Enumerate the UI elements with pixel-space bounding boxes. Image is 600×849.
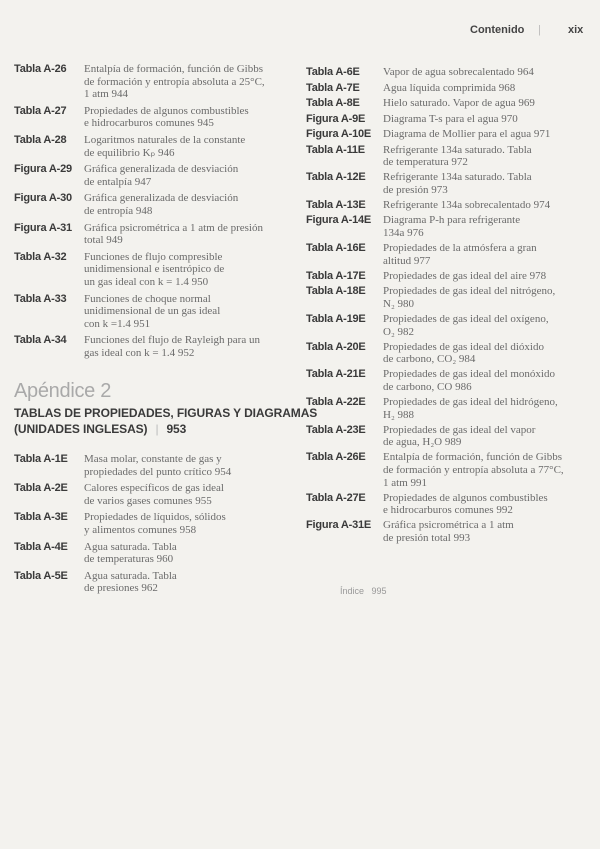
toc-entry[interactable]	[14, 293, 265, 331]
toc-entry-label: Tabla A-6E	[306, 66, 360, 78]
toc-entry-description	[84, 570, 177, 595]
toc-entry-label: Tabla A-1E	[14, 453, 68, 465]
toc-entry-description	[84, 293, 220, 331]
toc-entry-line: de carbono, CO₂ 984	[383, 353, 476, 366]
toc-entry-line: de entalpía 947	[84, 175, 152, 188]
toc-entry-description	[383, 270, 546, 283]
toc-entry-line: O₂ 982	[383, 325, 415, 338]
toc-entry[interactable]	[306, 396, 564, 421]
toc-entry[interactable]	[14, 453, 231, 478]
toc-entry[interactable]	[306, 199, 564, 212]
toc-entry-line: de carbono, CO 986	[383, 380, 472, 393]
toc-entry-label: Tabla A-18E	[306, 285, 366, 298]
toc-entry-line: 134a 976	[383, 226, 424, 239]
running-header-section: Contenido	[470, 24, 525, 36]
toc-entry-description	[84, 163, 238, 188]
toc-entry-line: Gráfica psicrométrica a 1 atm de presión	[84, 221, 263, 234]
toc-entry-line: Vapor de agua sobrecalentado 964	[383, 66, 534, 78]
toc-entry-line: Diagrama P-h para refrigerante	[383, 214, 521, 227]
toc-entry-label: Figura A-31	[14, 221, 72, 234]
toc-entry[interactable]	[306, 66, 564, 79]
toc-entry-line: de equilibrio Kₚ 946	[84, 146, 175, 159]
toc-entry[interactable]	[306, 424, 564, 449]
toc-entry[interactable]	[14, 63, 265, 101]
toc-entry-label: Tabla A-32	[14, 250, 67, 263]
toc-entry-label: Tabla A-17E	[306, 269, 366, 282]
toc-entry[interactable]	[306, 368, 564, 393]
toc-entry-label: Figura A-9E	[306, 112, 366, 125]
toc-entry[interactable]	[14, 570, 231, 595]
toc-entry[interactable]	[14, 192, 265, 217]
toc-entry-label: Tabla A-27	[14, 104, 67, 117]
toc-entry-description	[84, 192, 238, 217]
toc-entry[interactable]	[14, 482, 231, 507]
toc-entry[interactable]	[306, 492, 564, 517]
toc-entry-description	[383, 144, 532, 169]
toc-entry-label: Tabla A-26	[14, 63, 67, 75]
toc-entry-description	[383, 285, 555, 310]
toc-entry[interactable]	[306, 97, 564, 110]
toc-entry[interactable]	[14, 105, 265, 130]
appendix-page: 953	[166, 422, 187, 436]
toc-entry-line: Propiedades de algunos combustibles	[84, 104, 249, 117]
toc-entry[interactable]	[14, 134, 265, 159]
toc-entry-description	[383, 451, 564, 489]
header-separator: |	[538, 24, 541, 36]
toc-entry-label: Tabla A-7E	[306, 81, 360, 94]
toc-entry-line: Agua líquida comprimida 968	[383, 81, 516, 94]
toc-entry[interactable]	[306, 451, 564, 489]
toc-entry-label: Tabla A-20E	[306, 340, 366, 353]
toc-entry-label: Tabla A-11E	[306, 143, 365, 156]
appendix-separator: |	[155, 422, 159, 436]
toc-entry-line: Agua saturada. Tabla	[84, 569, 177, 582]
toc-entry[interactable]	[14, 541, 231, 566]
toc-entry-label: Tabla A-16E	[306, 242, 366, 255]
toc-entry-line: de presiones 962	[84, 582, 158, 595]
toc-entry-description	[84, 482, 224, 507]
toc-entry-line: Gráfica psicrométrica a 1 atm	[383, 519, 514, 532]
toc-entry-label: Tabla A-19E	[306, 312, 366, 325]
toc-entry-line: Gráfica generalizada de desviación	[84, 163, 239, 176]
toc-entry-description	[383, 242, 537, 267]
toc-entry-label: Tabla A-26E	[306, 451, 366, 464]
toc-entry-label: Figura A-14E	[306, 214, 372, 227]
appendix-subtitle	[14, 405, 317, 437]
toc-entry-description	[383, 492, 548, 517]
toc-entry-label: Tabla A-13E	[306, 198, 366, 211]
toc-entry-line: y alimentos comunes 958	[84, 523, 197, 536]
index-entry[interactable]	[340, 586, 387, 596]
toc-entry-line: Propiedades de algunos combustibles	[383, 491, 548, 504]
toc-entry[interactable]	[306, 82, 564, 95]
toc-entry-line: Funciones de choque normal	[84, 292, 211, 305]
toc-entry-line: 1 atm 944	[84, 88, 128, 101]
toc-entry[interactable]	[14, 511, 231, 536]
toc-entry-line: Entalpía de formación, función de Gibbs	[383, 451, 563, 464]
toc-entry-label: Tabla A-12E	[306, 171, 366, 184]
toc-entry-line: Refrigerante 134a saturado. Tabla	[383, 171, 532, 184]
toc-entry-line: Diagrama de Mollier para el agua 971	[383, 128, 551, 140]
toc-entry-line: de presión total 993	[383, 531, 471, 544]
toc-entry-label: Figura A-31E	[306, 519, 372, 532]
toc-entry-line: un gas ideal con k = 1.4 950	[84, 275, 209, 288]
toc-entry[interactable]	[14, 222, 265, 247]
toc-entry-label: Figura A-30	[14, 192, 72, 205]
toc-entry-description	[383, 313, 549, 338]
toc-entry-description	[84, 222, 263, 247]
index-label: Índice	[340, 586, 365, 596]
toc-entry-label: Tabla A-33	[14, 292, 67, 305]
toc-entry-label: Tabla A-2E	[14, 482, 68, 495]
toc-entry-label: Tabla A-21E	[306, 368, 366, 381]
toc-entry-line: unidimensional de un gas ideal	[84, 305, 221, 318]
index-page: 995	[371, 586, 387, 596]
toc-entry-label: Figura A-10E	[306, 128, 372, 140]
toc-entry-description	[84, 334, 260, 359]
toc-entry-line: Refrigerante 134a saturado. Tabla	[383, 143, 532, 156]
page-number: xix	[568, 24, 584, 36]
toc-entry-description	[84, 511, 226, 536]
toc-entry-description	[383, 519, 514, 544]
toc-entry-line: e hidrocarburos comunes 945	[84, 117, 214, 130]
toc-entry[interactable]	[306, 285, 564, 310]
toc-entry-line: de temperaturas 960	[84, 553, 174, 566]
toc-entry-line: de temperatura 972	[383, 156, 468, 169]
toc-entry-line: N₂ 980	[383, 297, 415, 310]
toc-entry-line: gas ideal con k = 1.4 952	[84, 346, 195, 359]
toc-entry-line: propiedades del punto crítico 954	[84, 465, 232, 478]
toc-entry[interactable]	[14, 163, 265, 188]
toc-entry-description	[84, 251, 224, 289]
toc-entry-line: Propiedades de la atmósfera a gran	[383, 242, 537, 255]
toc-entry-line: Entalpía de formación, función de Gibbs	[84, 63, 264, 75]
toc-entry[interactable]	[306, 313, 564, 338]
toc-entry-description	[383, 66, 534, 79]
toc-entry-line: Propiedades de gas ideal del vapor	[383, 423, 536, 436]
toc-entry-line: de agua, H₂O 989	[383, 436, 462, 449]
toc-entry-line: H₂ 988	[383, 408, 415, 421]
toc-entry-label: Tabla A-8E	[306, 97, 360, 109]
toc-entry-label: Tabla A-5E	[14, 569, 68, 582]
toc-entry-line: total 949	[84, 234, 123, 247]
toc-entry-line: Logaritmos naturales de la constante	[84, 133, 246, 146]
toc-appendix-list	[14, 453, 231, 599]
toc-entry-description	[383, 128, 550, 141]
toc-entry[interactable]	[306, 144, 564, 169]
toc-entry-line: Propiedades de gas ideal del oxígeno,	[383, 312, 549, 325]
toc-entry-line: de presión 973	[383, 183, 448, 196]
toc-entry[interactable]	[306, 341, 564, 366]
toc-entry[interactable]	[306, 113, 564, 126]
toc-entry-description	[383, 368, 555, 393]
toc-entry[interactable]	[306, 242, 564, 267]
toc-entry-label: Tabla A-27E	[306, 491, 366, 504]
toc-entry-line: 1 atm 991	[383, 476, 427, 489]
appendix-title: Apéndice 2	[14, 380, 112, 402]
toc-entry-label: Tabla A-3E	[14, 511, 68, 524]
toc-entry[interactable]	[306, 270, 564, 283]
toc-entry-line: con k =1.4 951	[84, 317, 151, 330]
toc-entry-description	[383, 214, 520, 239]
toc-entry-description	[84, 453, 231, 478]
toc-entry-line: e hidrocarburos comunes 992	[383, 504, 513, 517]
toc-entry-line: Propiedades de gas ideal del monóxido	[383, 368, 555, 381]
toc-entry-line: Refrigerante 134a sobrecalentado 974	[383, 198, 551, 211]
toc-entry-line: altitud 977	[383, 254, 431, 267]
toc-entry-description	[383, 113, 518, 126]
toc-entry[interactable]	[306, 519, 564, 544]
toc-entry-line: de varios gases comunes 955	[84, 494, 212, 507]
toc-entry-description	[383, 341, 544, 366]
appendix-subtitle-line1: TABLAS DE PROPIEDADES, FIGURAS Y DIAGRAMAS	[14, 406, 318, 420]
toc-entry-line: Propiedades de gas ideal del dióxido	[383, 340, 544, 353]
toc-entry-label: Tabla A-22E	[306, 396, 366, 408]
toc-entry[interactable]	[306, 214, 564, 239]
toc-left-column	[14, 63, 265, 363]
toc-entry-line: Propiedades de gas ideal del aire 978	[383, 269, 547, 282]
toc-entry-line: Masa molar, constante de gas y	[84, 453, 222, 465]
toc-entry-description	[383, 171, 532, 196]
toc-right-column	[306, 66, 564, 547]
toc-entry-line: Agua saturada. Tabla	[84, 540, 177, 553]
toc-entry[interactable]	[14, 334, 265, 359]
toc-entry-line: de formación y entropía absoluta a 25°C,	[84, 75, 265, 88]
toc-entry-description	[383, 396, 558, 421]
toc-entry-label: Tabla A-28	[14, 133, 67, 146]
toc-entry-description	[84, 63, 265, 101]
toc-entry-line: Funciones del flujo de Rayleigh para un	[84, 334, 260, 347]
toc-entry-description	[383, 199, 550, 212]
toc-entry-line: Propiedades de líquidos, sólidos	[84, 511, 226, 524]
toc-entry-line: Propiedades de gas ideal del nitrógeno,	[383, 285, 556, 298]
toc-entry-line: unidimensional e isentrópico de	[84, 263, 225, 276]
toc-entry[interactable]	[14, 251, 265, 289]
toc-entry-description	[84, 105, 249, 130]
toc-entry-description	[84, 134, 245, 159]
toc-entry-line: Diagrama T-s para el agua 970	[383, 112, 518, 125]
appendix-subtitle-line2: (UNIDADES INGLESAS)	[14, 422, 148, 436]
toc-entry-description	[383, 97, 535, 110]
toc-entry-line: Calores específicos de gas ideal	[84, 482, 224, 495]
toc-entry-label: Figura A-29	[14, 163, 72, 176]
toc-entry-description	[84, 541, 177, 566]
toc-entry-line: de formación y entropía absoluta a 77°C,	[383, 463, 564, 476]
toc-entry-line: de entropía 948	[84, 204, 153, 217]
toc-entry-label: Tabla A-34	[14, 334, 67, 347]
toc-entry-line: Gráfica generalizada de desviación	[84, 192, 239, 205]
toc-entry-description	[383, 82, 515, 95]
toc-entry[interactable]	[306, 171, 564, 196]
toc-entry-line: Hielo saturado. Vapor de agua 969	[383, 97, 535, 109]
toc-entry-line: Funciones de flujo compresible	[84, 250, 223, 263]
toc-entry-label: Tabla A-23E	[306, 423, 366, 436]
toc-entry-line: Propiedades de gas ideal del hidrógeno,	[383, 396, 558, 408]
toc-entry-label: Tabla A-4E	[14, 540, 68, 553]
toc-entry[interactable]	[306, 128, 564, 141]
toc-entry-description	[383, 424, 535, 449]
